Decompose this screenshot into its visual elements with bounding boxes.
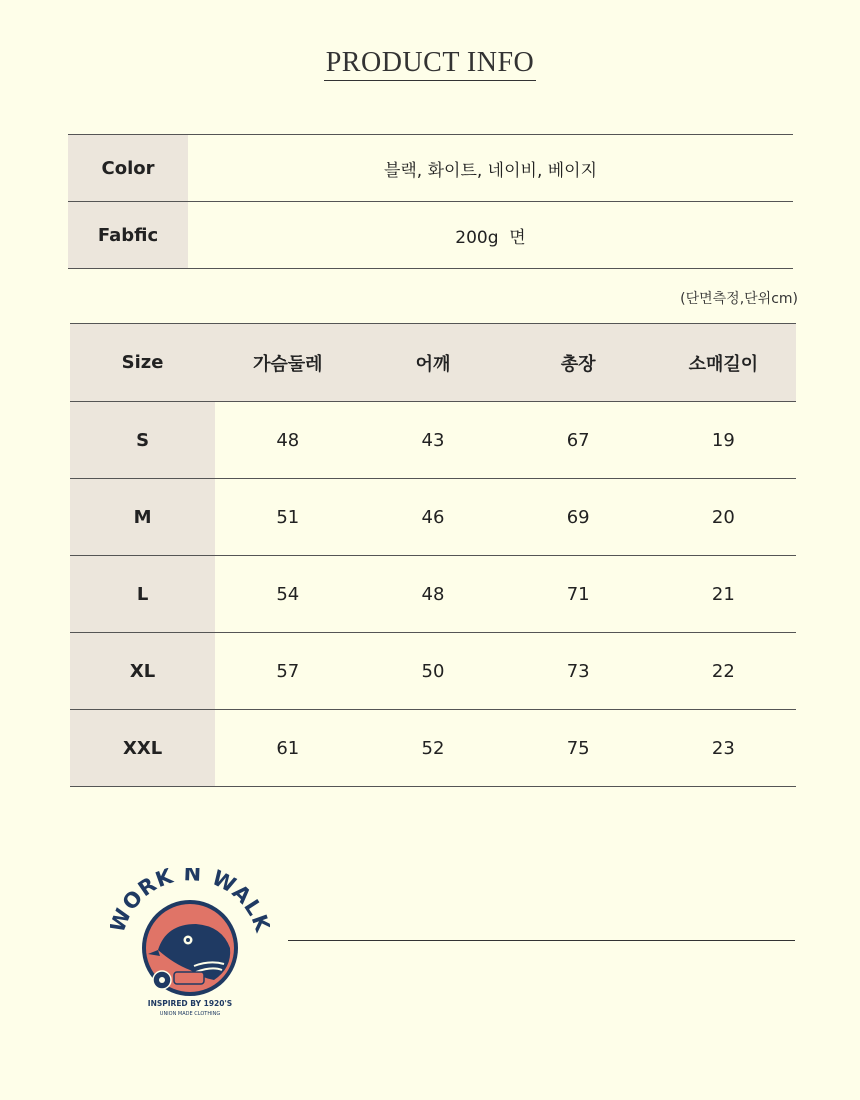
shoulder-cell: 52: [421, 737, 445, 759]
tag-icon: [174, 972, 204, 984]
shoulder-cell: 46: [421, 506, 445, 528]
length-cell: 71: [566, 583, 590, 605]
header-sleeve: 소매길이: [688, 353, 759, 375]
size-cell: M: [70, 479, 215, 555]
fabric-label: Fabfic: [68, 202, 188, 268]
color-label: Color: [68, 135, 188, 201]
length-cell: 67: [566, 429, 590, 451]
table-row: [70, 710, 796, 787]
page-title: PRODUCT INFO: [324, 48, 537, 81]
size-cell: XXL: [70, 710, 215, 786]
header-chest: 가슴둘레: [253, 353, 323, 375]
sleeve-cell: 23: [711, 737, 735, 759]
chest-cell: 57: [276, 660, 300, 682]
brand-logo: [110, 868, 270, 1028]
flower-center-icon: [159, 977, 165, 983]
length-cell: 73: [566, 660, 590, 682]
chest-cell: 54: [276, 583, 300, 605]
size-cell: L: [70, 556, 215, 632]
table-row: [70, 402, 796, 479]
chest-cell: 48: [276, 429, 300, 451]
size-cell: S: [70, 402, 215, 478]
size-cell: XL: [70, 633, 215, 709]
chest-cell: 61: [276, 737, 300, 759]
bird-pupil-icon: [186, 938, 190, 942]
shoulder-cell: 43: [421, 429, 445, 451]
table-row: [70, 479, 796, 556]
brand-logo-svg: [110, 868, 270, 1028]
sleeve-cell: 22: [711, 660, 735, 682]
header-size: Size: [121, 352, 164, 373]
product-info-table: [68, 134, 793, 269]
shoulder-cell: 50: [421, 660, 445, 682]
size-table: [70, 323, 796, 787]
sleeve-cell: 21: [711, 583, 735, 605]
logo-brand-text: ORK N WAL: [117, 868, 268, 921]
sleeve-cell: 19: [711, 429, 735, 451]
page-title-wrap: [0, 48, 860, 81]
info-row-color: [68, 135, 793, 202]
unit-note: (단면측정,단위cm): [680, 291, 798, 307]
header-shoulder: 어깨: [415, 353, 451, 375]
size-table-header: [70, 324, 796, 402]
info-row-fabric: [68, 202, 793, 269]
shoulder-cell: 48: [421, 583, 445, 605]
logo-tagline: INSPIRED BY 1920'S: [147, 999, 233, 1008]
sleeve-cell: 20: [711, 506, 735, 528]
length-cell: 75: [566, 737, 590, 759]
header-length: 총장: [560, 353, 596, 375]
table-row: [70, 633, 796, 710]
table-row: [70, 556, 796, 633]
footer-divider: [288, 940, 795, 941]
logo-subtagline: UNION MADE CLOTHING: [159, 1011, 221, 1017]
chest-cell: 51: [276, 506, 300, 528]
color-value: 블랙, 화이트, 네이비, 베이지: [383, 160, 598, 181]
fabric-value: 200g 면: [455, 227, 526, 248]
length-cell: 69: [566, 506, 590, 528]
